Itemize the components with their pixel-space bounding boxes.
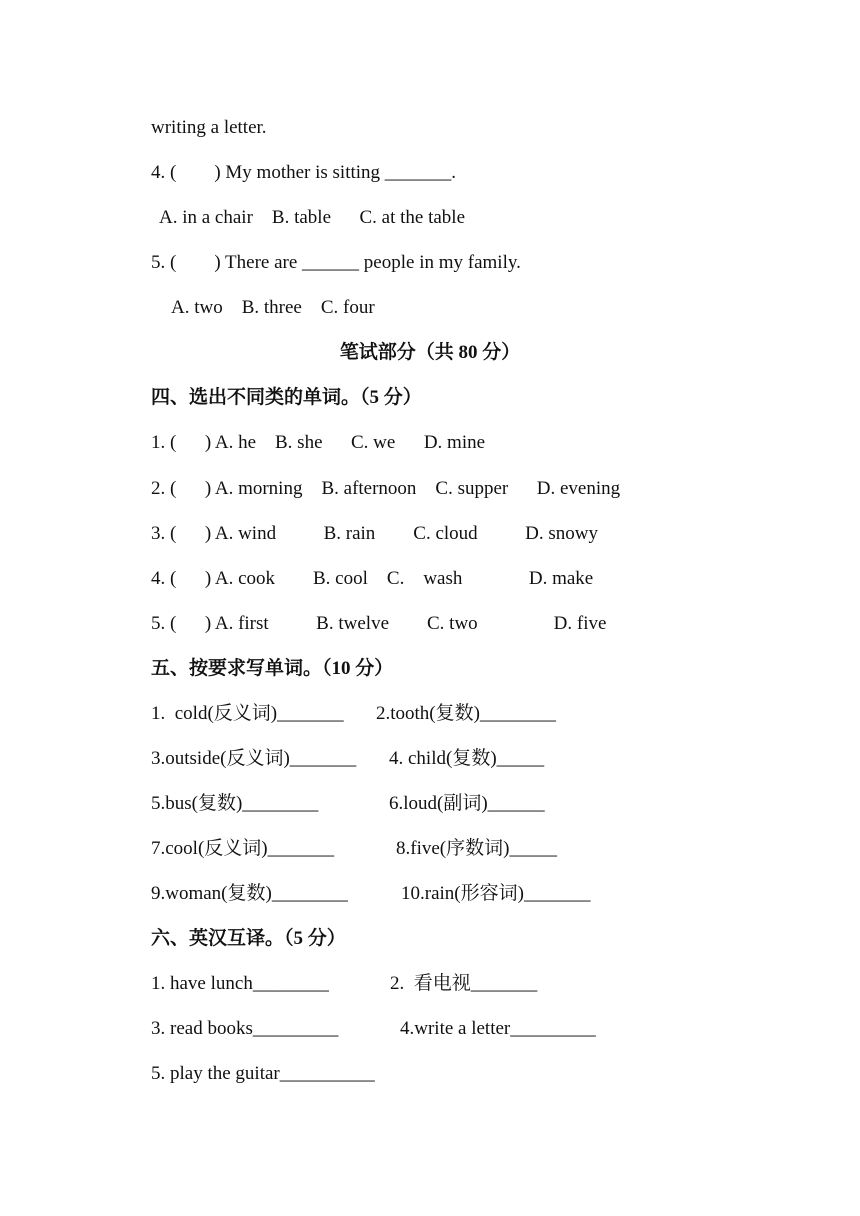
listening-question-5: 5. ( ) There are ______ people in my family. bbox=[151, 252, 521, 273]
listening-question-4-options: A. in a chair B. table C. at the table bbox=[159, 207, 466, 228]
section-6-item-right: 4.write a letter_________ bbox=[400, 1018, 596, 1039]
section-6-heading: 六、英汉互译。（5 分） bbox=[151, 928, 346, 949]
section-4-item: 3. ( ) A. wind B. rain C. cloud D. snowy bbox=[151, 523, 599, 544]
section-4-heading: 四、选出不同类的单词。（5 分） bbox=[151, 387, 422, 408]
section-5-item-right: 2.tooth(复数)________ bbox=[376, 703, 556, 724]
section-6-item-left: 1. have lunch________ bbox=[151, 973, 329, 994]
listening-question-5-options: A. two B. three C. four bbox=[171, 297, 375, 318]
section-6-item-left: 5. play the guitar__________ bbox=[151, 1063, 375, 1084]
section-5-item-left: 5.bus(复数)________ bbox=[151, 793, 319, 814]
listening-question-4: 4. ( ) My mother is sitting _______. bbox=[151, 162, 457, 183]
continued-question-text: writing a letter. bbox=[151, 117, 267, 138]
section-5-item-right: 8.five(序数词)_____ bbox=[396, 838, 557, 859]
section-4-item: 1. ( ) A. he B. she C. we D. mine bbox=[151, 432, 486, 453]
section-6-item-right: 2. 看电视_______ bbox=[390, 973, 538, 994]
section-4-item: 4. ( ) A. cook B. cool C. wash D. make bbox=[151, 568, 594, 589]
section-5-item-right: 10.rain(形容词)_______ bbox=[401, 883, 591, 904]
section-5-heading: 五、按要求写单词。（10 分） bbox=[151, 658, 394, 679]
section-5-item-right: 6.loud(副词)______ bbox=[389, 793, 545, 814]
section-4-item: 2. ( ) A. morning B. afternoon C. supper D. evening bbox=[151, 478, 621, 499]
section-5-item-left: 9.woman(复数)________ bbox=[151, 883, 348, 904]
section-5-item-left: 3.outside(反义词)_______ bbox=[151, 748, 357, 769]
written-part-title: 笔试部分（共 80 分） bbox=[339, 342, 521, 363]
section-6-item-left: 3. read books_________ bbox=[151, 1018, 339, 1039]
section-5-item-right: 4. child(复数)_____ bbox=[389, 748, 545, 769]
section-5-item-left: 7.cool(反义词)_______ bbox=[151, 838, 335, 859]
section-5-item-left: 1. cold(反义词)_______ bbox=[151, 703, 344, 724]
section-4-item: 5. ( ) A. first B. twelve C. two D. five bbox=[151, 613, 607, 634]
